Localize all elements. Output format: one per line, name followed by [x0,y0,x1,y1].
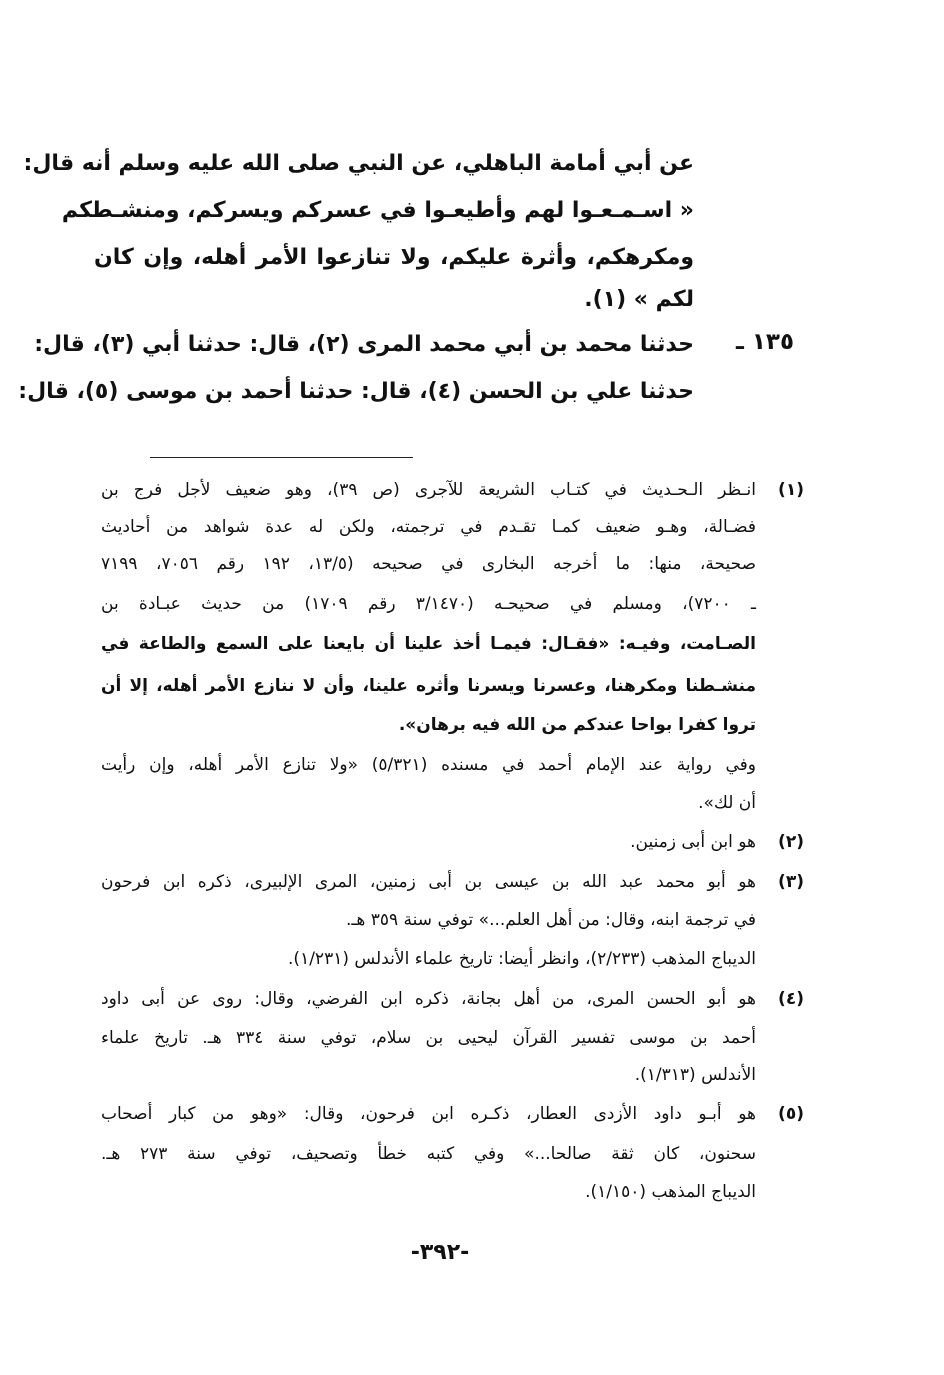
footnote-line: في ترجمة ابنه، وقال: من أهل العلم...» توفي سنة ٣٥٩ هـ. [345,910,756,930]
footnote-line: صحيحة، منها: ما أخرجه البخارى في صحيحه (١٣/٥، ١٩٢ رقم ٧٠٥٦، ٧١٩٩ [101,554,756,574]
footnote-number: (٣) [778,872,804,892]
main-text-line: عن أبي أمامة الباهلي، عن النبي صلى الله عليه وسلم أنه قال: [23,151,694,176]
hadith-number: ١٣٥ ـ [736,329,794,355]
footnote-line: هو ابن أبى زمنين. [630,832,756,852]
footnote-line: الأندلس (١/٣١٣). [634,1065,756,1085]
main-text-line: ومكرهكم، وأثرة عليكم، ولا تنازعوا الأمر أهله، وإن كان [94,245,694,270]
footnote-number: (١) [778,480,804,500]
isnad-line: حدثنا علي بن الحسن (٤)، قال: حدثنا أحمد بن موسى (٥)، قال: [18,379,694,404]
footnote-number: (٤) [778,989,804,1009]
footnote-line: هو أبو محمد عبد الله بن عيسى بن أبى زمنين، المرى الإلبيرى، ذكره ابن فرحون [101,872,756,892]
footnote-separator [150,457,413,458]
main-text-line: « اسـمـعـوا لهم وأطيعـوا في عسركم ويسركم، ومنشـطكم [61,198,694,223]
footnote-line: سحنون، كان ثقة صالحا...» وفي كتبه خطأ وتصحيف، توفي سنة ٢٧٣ هـ. [101,1144,756,1164]
footnote-line: الصـامت، وفيـه: «فقـال: فيمـا أخذ علينا أن بايعنا على السمع والطاعة في [101,634,756,654]
footnote-line: انـظر الـحـديث في كتـاب الشريعة للآجرى (ص ٣٩)، وهو ضعيف لأجل فرج بن [101,480,756,500]
footnote-line: أحمد بن موسى تفسير القرآن ليحيى بن سلام، توفي سنة ٣٣٤ هـ. تاريخ علماء [101,1028,756,1048]
footnote-line: فضـالة، وهـو ضعيف كمـا تقـدم في ترجمته، ولكن له عدة شواهد من أحاديث [101,517,756,537]
footnote-line: ـ ٧٢٠٠)، ومسلم في صحيحـه (٣/١٤٧٠ رقم ١٧٠٩) من حديث عبـادة بن [101,594,756,614]
page-number: -٣٩٢- [410,1240,470,1265]
footnote-number: (٢) [778,832,804,852]
footnote-line: وفي رواية عند الإمام أحمد في مسنده (٥/٣٢١) «ولا تنازع الأمر أهله، وإن رأيت [101,755,756,775]
footnote-number: (٥) [778,1104,804,1124]
footnote-line: الديباج المذهب (١/١٥٠). [585,1182,756,1202]
footnote-line: هو أبـو داود الأزدى العطار، ذكـره ابن فرحون، وقال: «وهو من كبار أصحاب [101,1104,756,1124]
footnote-line: تروا كفرا بواحا عندكم من الله فيه برهان». [398,715,756,735]
footnote-line: هو أبو الحسن المرى، من أهل بجانة، ذكره ابن الفرضي، وقال: روى عن أبى داود [101,989,756,1009]
footnote-line: أن لك». [698,793,756,813]
isnad-line: حدثنا محمد بن أبي محمد المرى (٢)، قال: حدثنا أبي (٣)، قال: [34,332,694,357]
footnote-line: منشـطنا ومكرهنا، وعسرنا ويسرنا وأثره علينا، وأن لا ننازع الأمر أهله، إلا أن [101,676,756,696]
main-text-line: لكم » (١). [584,287,694,312]
footnote-line: الديباج المذهب (٢/٢٣٣)، وانظر أيضا: تاريخ علماء الأندلس (١/٢٣١). [288,949,756,969]
